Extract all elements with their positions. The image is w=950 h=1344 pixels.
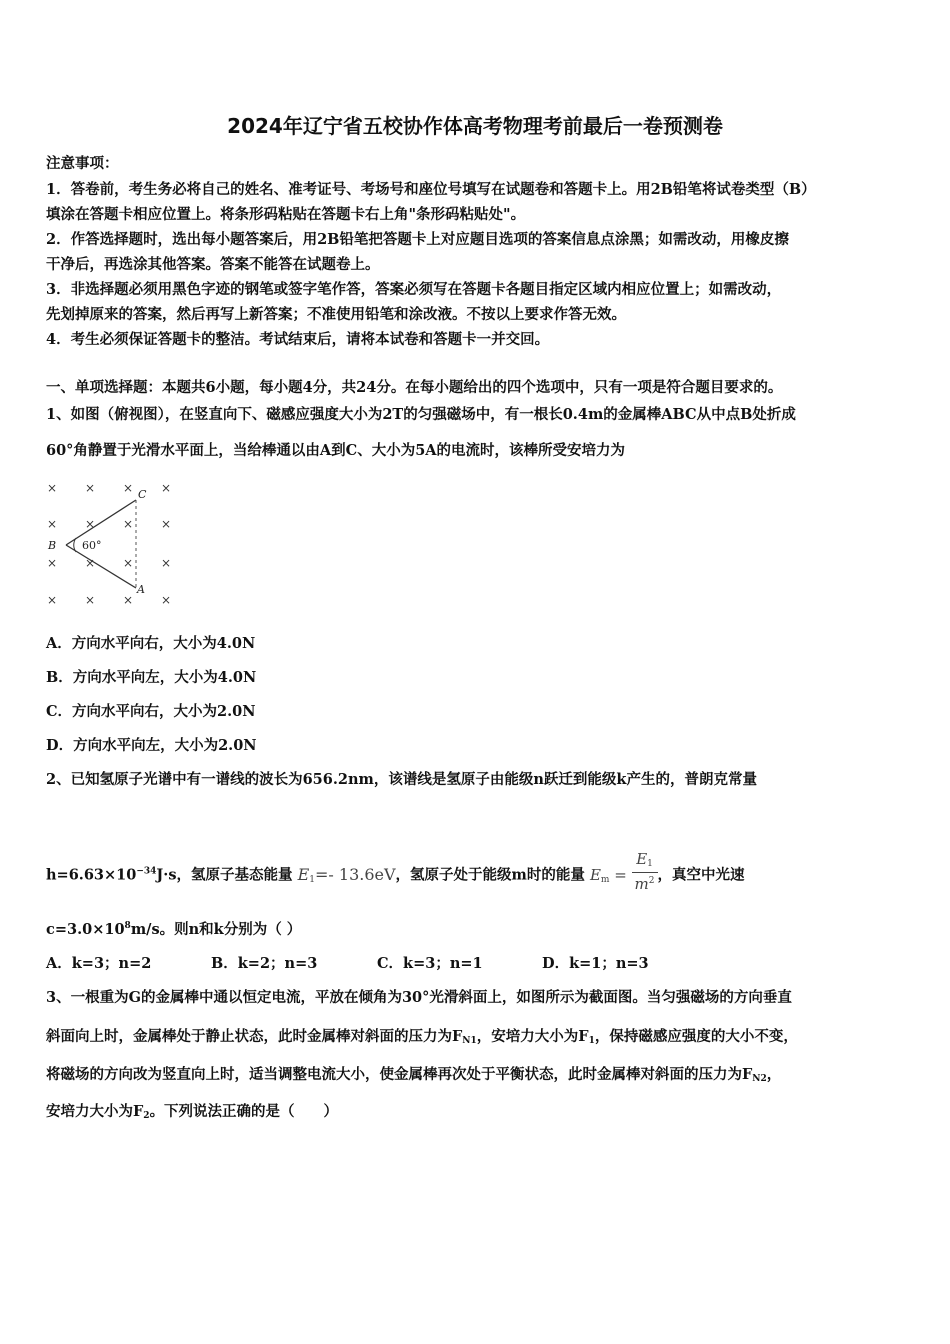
field-cross: × xyxy=(160,556,172,570)
q3-stem-line2 xyxy=(46,1025,916,1046)
planck-constant: h=6.63×10 xyxy=(46,866,137,884)
frac-numerator: E xyxy=(636,850,648,868)
q3-line2-mid: ，安培力大小为F xyxy=(476,1028,589,1045)
section-heading: 一、单项选择题：本题共6小题，每小题4分，共24分。在每小题给出的四个选项中，只有一项是符合题目要求的。 xyxy=(46,379,783,396)
notice-line: 先划掉原来的答案，然后再写上新答案；不准使用铅笔和涂改液。不按以上要求作答无效。 xyxy=(46,306,626,323)
field-cross: × xyxy=(122,517,134,531)
q3-stem-line1: 3、一根重为G的金属棒中通以恒定电流，平放在倾角为30°光滑斜面上，如图所示为截面图。当匀强磁场的方向垂直 xyxy=(46,989,792,1006)
frac-numerator-sub: 1 xyxy=(647,859,653,869)
notice-heading: 注意事项： xyxy=(46,155,119,172)
field-cross: × xyxy=(160,593,172,607)
q3-stem-line4 xyxy=(46,1100,916,1121)
q1-option-a: A．方向水平向右，大小为4.0N xyxy=(46,635,256,652)
field-cross: × xyxy=(84,593,96,607)
field-cross: × xyxy=(160,517,172,531)
planck-exponent: −34 xyxy=(136,866,157,877)
notice-line: 干净后，再选涂其他答案。答案不能答在试题卷上。 xyxy=(46,256,380,273)
notice-line: 4．考生必须保证答题卡的整洁。考试结束后，请将本试卷和答题卡一并交回。 xyxy=(46,331,550,348)
level-energy-formula: $E_m$ = $\frac{E_1}{m^2}$ xyxy=(590,866,658,884)
q2-stem-line2 xyxy=(46,850,916,896)
q1-stem-line1: 1、如图（俯视图），在竖直向下、磁感应强度大小为2T的匀强磁场中，有一根长0.4m的金属棒ABC从中点B处折成 xyxy=(46,406,796,423)
light-speed: c=3.0×10 xyxy=(46,921,125,938)
f2-sub: 2 xyxy=(143,1111,150,1121)
q3-line3-start: 将磁场的方向改为竖直向上时，适当调整电流大小，使金属棒再次处于平衡状态，此时金属棒对斜面的压力为F xyxy=(46,1066,753,1083)
light-speed-exponent: 8 xyxy=(124,921,131,931)
q1-option-c: C．方向水平向右，大小为2.0N xyxy=(46,703,256,720)
q1-stem-line2: 60°角静置于光滑水平面上，当给棒通以由A到C、大小为5A的电流时，该棒所受安培力为 xyxy=(46,442,626,459)
planck-unit: J·s，氢原子基态能量 xyxy=(156,866,293,884)
e1-sub: 1 xyxy=(309,874,315,885)
field-cross: × xyxy=(84,517,96,531)
q2-stem-line1: 2、已知氢原子光谱中有一谱线的波长为656.2nm，该谱线是氢原子由能级n跃迁到能级k产生的，普朗克常量 xyxy=(46,771,757,788)
field-cross: × xyxy=(46,593,58,607)
q1-option-b: B．方向水平向左，大小为4.0N xyxy=(46,669,257,686)
field-cross: × xyxy=(46,517,58,531)
q3-line2-start: 斜面向上时，金属棒处于静止状态，此时金属棒对斜面的压力为F xyxy=(46,1028,463,1045)
field-cross: × xyxy=(46,556,58,570)
q2-option-a: A．k=3；n=2 xyxy=(46,955,152,972)
q3-stem-line3 xyxy=(46,1063,916,1084)
field-cross: × xyxy=(122,481,134,495)
field-cross: × xyxy=(46,481,58,495)
label-b: B xyxy=(48,539,57,552)
frac-denominator-sup: 2 xyxy=(648,876,655,886)
fn1-sub: N1 xyxy=(462,1036,477,1046)
q1-option-d: D．方向水平向左，大小为2.0N xyxy=(46,737,257,754)
e1-symbol: E xyxy=(297,864,310,884)
label-a: A xyxy=(137,583,145,596)
q2-mid-text: ，氢原子处于能级m时的能量 xyxy=(395,866,585,884)
e1-value: =- 13.6eV xyxy=(314,864,396,884)
angle-label: 60° xyxy=(82,539,102,552)
em-sub: m xyxy=(600,874,610,885)
q3-line3-end: ， xyxy=(766,1066,782,1083)
q3-line2-end: ，保持磁感应强度的大小不变， xyxy=(594,1028,798,1045)
q2-option-b: B．k=2；n=3 xyxy=(211,955,318,972)
q2-question: m/s。则n和k分别为（ ） xyxy=(130,921,302,938)
energy-fraction xyxy=(632,851,658,892)
field-cross: × xyxy=(122,593,134,607)
q3-line4-end: 。下列说法正确的是（ ） xyxy=(149,1103,339,1120)
notice-line: 3．非选择题必须用黑色字迹的钢笔或签字笔作答，答案必须写在答题卡各题目指定区域内相应位置上；如需改动， xyxy=(46,281,782,298)
field-cross: × xyxy=(122,556,134,570)
ground-energy-formula xyxy=(298,865,396,884)
field-cross: × xyxy=(160,481,172,495)
notice-line: 1．答卷前，考生务必将自己的姓名、准考证号、考场号和座位号填写在试题卷和答题卡上。用2B铅笔将试卷类型（B） xyxy=(46,181,816,198)
field-cross: × xyxy=(84,556,96,570)
fn2-sub: N2 xyxy=(752,1074,767,1084)
f1-sub: 1 xyxy=(588,1036,595,1046)
em-symbol: E xyxy=(589,865,601,884)
q2-stem-line3 xyxy=(46,918,916,939)
frac-denominator: m xyxy=(634,875,649,893)
q3-line4-start: 安培力大小为F xyxy=(46,1103,144,1120)
q2-option-d: D．k=1；n=3 xyxy=(542,955,649,972)
label-c: C xyxy=(138,488,147,501)
q2-option-c: C．k=3；n=1 xyxy=(377,955,483,972)
page-title: 2024年辽宁省五校协作体高考物理考前最后一卷预测卷 xyxy=(227,114,723,138)
field-cross: × xyxy=(84,481,96,495)
magnetic-field-figure xyxy=(42,476,202,616)
q2-end-text: ，真空中光速 xyxy=(657,866,745,884)
notice-line: 2．作答选择题时，选出每小题答案后，用2B铅笔把答题卡上对应题目选项的答案信息点涂黑；如需改动，用橡皮擦 xyxy=(46,231,789,248)
notice-line: 填涂在答题卡相应位置上。将条形码粘贴在答题卡右上角"条形码粘贴处"。 xyxy=(46,206,526,223)
